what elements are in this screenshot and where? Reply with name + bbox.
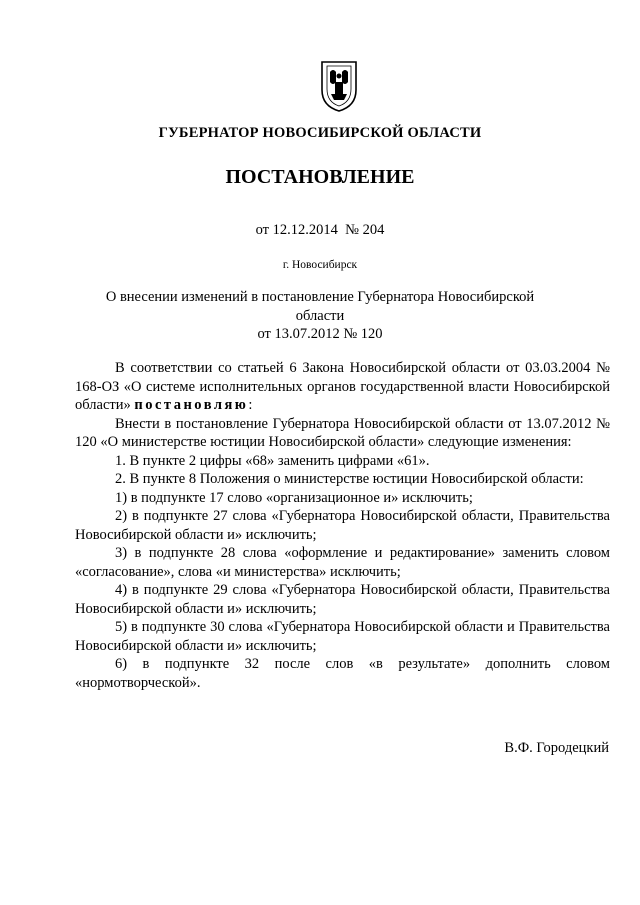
date-line: от 12.12.2014 № 204	[255, 222, 385, 238]
subject-line-1: О внесении изменений в постановление Губернатора Новосибирской области	[105, 289, 535, 324]
subitem-2: 2) в подпункте 27 слова «Губернатора Новосибирской области, Правительства Новосибирской области и» исключить;	[75, 508, 610, 543]
decree-word: постановляю	[134, 397, 249, 413]
coat-of-arms-icon	[318, 60, 360, 112]
document-subject	[100, 288, 540, 344]
subitem-6: 6) в подпункте 32 после слов «в результате» дополнить словом «нормотворческой».	[75, 656, 610, 691]
subitem-5: 5) в подпункте 30 слова «Губернатора Новосибирской области и Правительства Новосибирской области и» исключить;	[75, 619, 610, 654]
subitem-1: 1) в подпункте 17 слово «организационное и» исключить;	[115, 489, 473, 506]
document-type: ПОСТАНОВЛЕНИЕ	[225, 166, 415, 188]
date-number	[0, 222, 640, 239]
item-2: 2. В пункте 8 Положения о министерстве юстиции Новосибирской области:	[115, 471, 584, 487]
city: г. Новосибирск	[282, 259, 358, 271]
paragraph-preamble	[75, 359, 610, 415]
subitem-4: 4) в подпункте 29 слова «Губернатора Новосибирской области, Правительства Новосибирской области и» исключить;	[75, 582, 610, 617]
authority-title: ГУБЕРНАТОР НОВОСИБИРСКОЙ ОБЛАСТИ	[158, 125, 482, 141]
decree-colon: :	[248, 397, 253, 413]
document-body	[75, 359, 610, 692]
preamble-text: В соответствии со статьей 6 Закона Новосибирской области от 03.03.2004 № 168-ОЗ «О системе исполнительных органов государственной власти Новосибирской области»	[75, 360, 610, 413]
subject-line-2: от 13.07.2012 № 120	[257, 326, 383, 342]
paragraph-amend: Внести в постановление Губернатора Новосибирской области от 13.07.2012 № 120 «О министерстве юстиции Новосибирской области» следующие изменения:	[75, 415, 610, 450]
subitem-3: 3) в подпункте 28 слова «оформление и редактирование» заменить словом «согласование», слова «и министерства» исключить;	[75, 545, 610, 580]
item-1: 1. В пункте 2 цифры «68» заменить цифрами «61».	[115, 452, 430, 469]
signatory: В.Ф. Городецкий	[504, 740, 609, 756]
